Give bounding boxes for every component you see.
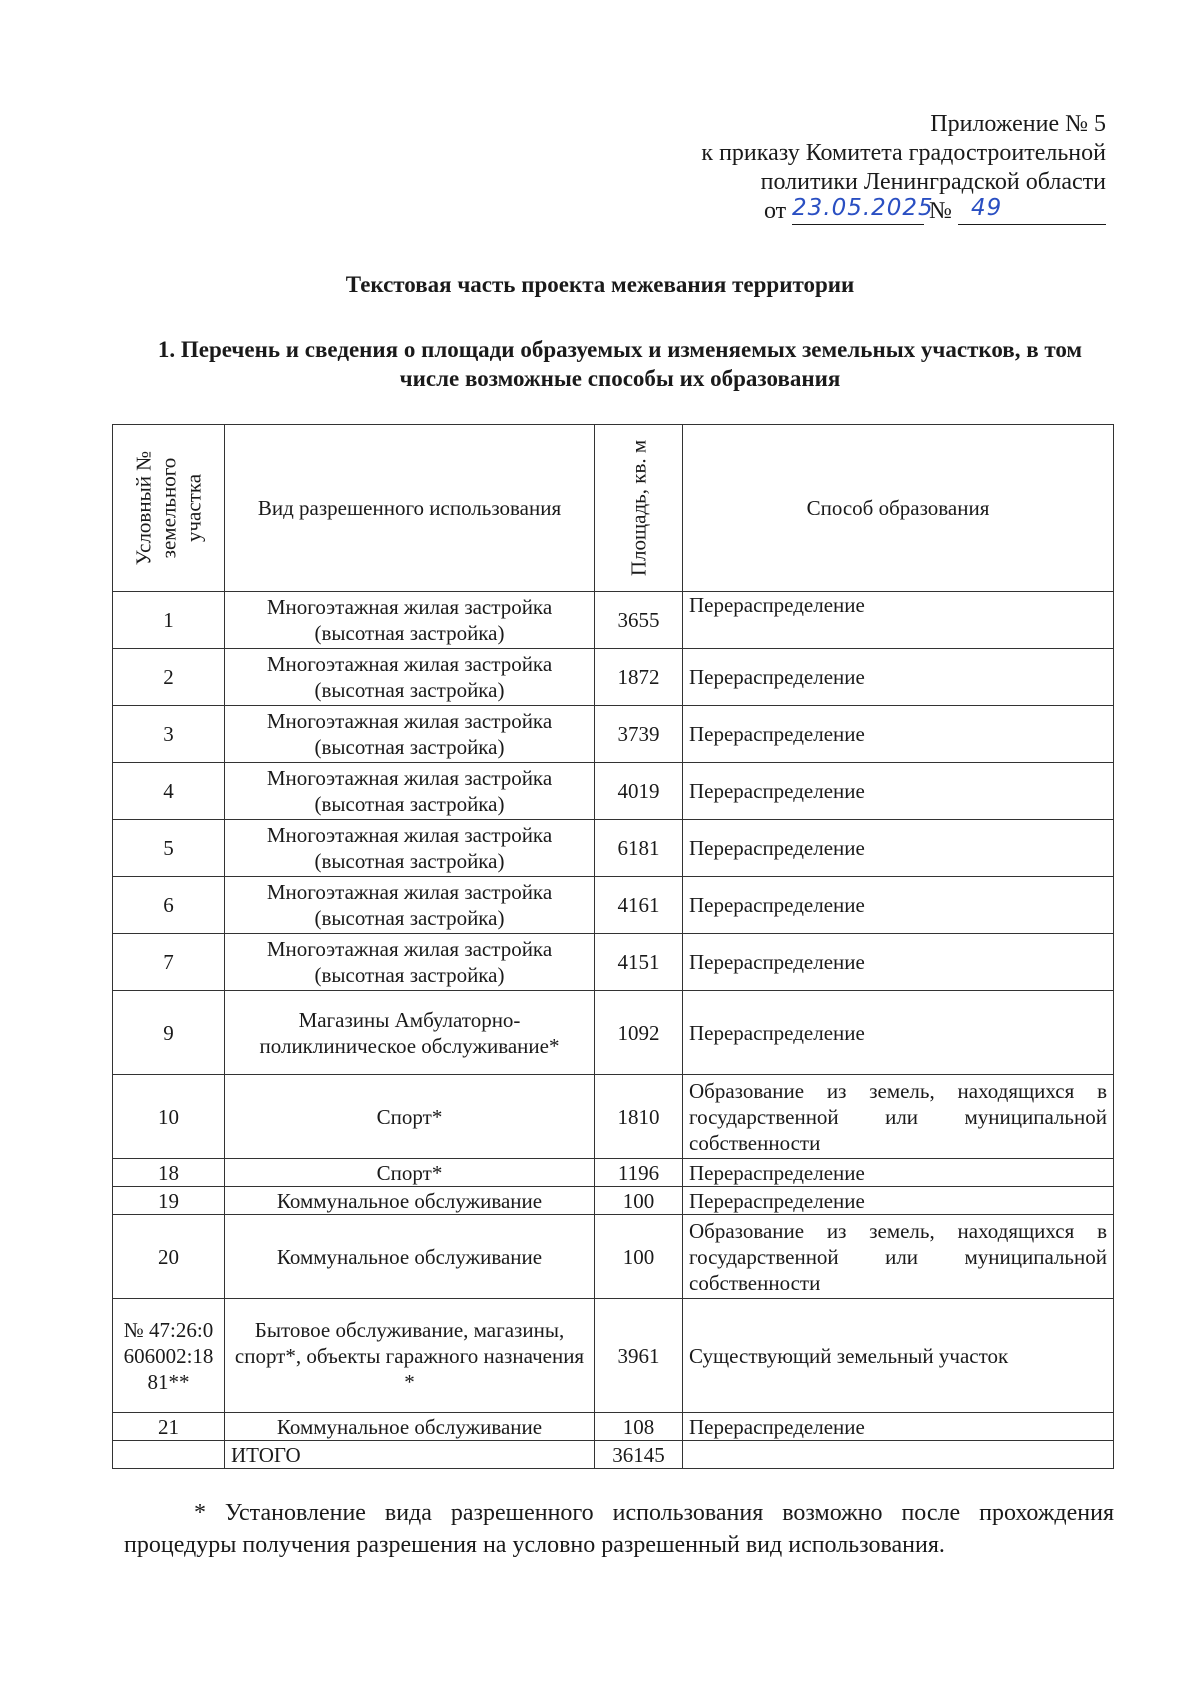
formation-method: Перераспределение xyxy=(683,706,1114,763)
formation-method: Перераспределение xyxy=(683,820,1114,877)
date-prefix: от xyxy=(764,198,787,224)
total-method-empty xyxy=(683,1441,1114,1469)
formation-method: Образование из земель, находящихся в государственной или муниципальной собственности xyxy=(683,1075,1114,1159)
plot-area: 100 xyxy=(595,1187,683,1215)
plot-number: 20 xyxy=(113,1215,225,1299)
plot-number: 10 xyxy=(113,1075,225,1159)
order-number-handwritten: 49 xyxy=(971,195,1003,221)
header-plot-number xyxy=(113,425,225,592)
permitted-use: Многоэтажная жилая застройка (высотная застройка) xyxy=(225,877,595,934)
plot-area: 108 xyxy=(595,1413,683,1441)
formation-method: Перераспределение xyxy=(683,1187,1114,1215)
plot-number: 2 xyxy=(113,649,225,706)
header-permitted-use: Вид разрешенного использования xyxy=(225,425,595,592)
plot-area: 4161 xyxy=(595,877,683,934)
header-area xyxy=(595,425,683,592)
number-sign: № xyxy=(929,198,952,224)
header-area-text: Площадь, кв. м xyxy=(626,439,650,577)
plot-area: 6181 xyxy=(595,820,683,877)
plot-number: 4 xyxy=(113,763,225,820)
formation-method: Перераспределение xyxy=(683,1159,1114,1187)
permitted-use: Многоэтажная жилая застройка (высотная застройка) xyxy=(225,820,595,877)
header-formation-method: Способ образования xyxy=(683,425,1114,592)
table-row xyxy=(113,991,1114,1075)
table-row xyxy=(113,934,1114,991)
total-empty-cell xyxy=(113,1441,225,1469)
table-row xyxy=(113,592,1114,649)
plot-number: 19 xyxy=(113,1187,225,1215)
table-row xyxy=(113,1075,1114,1159)
permitted-use: Многоэтажная жилая застройка (высотная застройка) xyxy=(225,934,595,991)
appendix-line-3: политики Ленинградской области xyxy=(760,169,1106,195)
header-plot-number-text: Условный № земельного участка xyxy=(131,450,205,566)
land-plots-table xyxy=(112,424,1114,1469)
plot-area: 3739 xyxy=(595,706,683,763)
table-row xyxy=(113,1299,1114,1413)
plot-number: 18 xyxy=(113,1159,225,1187)
table-row xyxy=(113,1187,1114,1215)
plot-area: 100 xyxy=(595,1215,683,1299)
plot-area: 3961 xyxy=(595,1299,683,1413)
table-row xyxy=(113,649,1114,706)
appendix-block xyxy=(546,110,1106,229)
plot-number: 1 xyxy=(113,592,225,649)
table-header-row xyxy=(113,425,1114,592)
formation-method: Перераспределение xyxy=(683,763,1114,820)
plot-number: 3 xyxy=(113,706,225,763)
table-row xyxy=(113,1159,1114,1187)
total-area: 36145 xyxy=(595,1441,683,1469)
permitted-use: Многоэтажная жилая застройка (высотная застройка) xyxy=(225,649,595,706)
table-row xyxy=(113,820,1114,877)
table-row xyxy=(113,877,1114,934)
appendix-line-2: к приказу Комитета градостроительной xyxy=(701,140,1106,166)
plot-number: 21 xyxy=(113,1413,225,1441)
permitted-use: Коммунальное обслуживание xyxy=(225,1413,595,1441)
plot-area: 1810 xyxy=(595,1075,683,1159)
table-row xyxy=(113,1413,1114,1441)
permitted-use: Многоэтажная жилая застройка (высотная застройка) xyxy=(225,592,595,649)
footnote: * Установление вида разрешенного использования возможно после прохождения процедуры получения разрешения на условно разрешенный вид использования. xyxy=(124,1500,1114,1558)
plot-number: 5 xyxy=(113,820,225,877)
date-underline xyxy=(792,224,924,226)
formation-method: Перераспределение xyxy=(683,649,1114,706)
plot-area: 3655 xyxy=(595,592,683,649)
formation-method: Перераспределение xyxy=(683,934,1114,991)
formation-method: Перераспределение xyxy=(683,991,1114,1075)
permitted-use: Бытовое обслуживание, магазины, спорт*, объекты гаражного назначения * xyxy=(225,1299,595,1413)
plot-area: 4019 xyxy=(595,763,683,820)
formation-method: Перераспределение xyxy=(683,1413,1114,1441)
permitted-use: Многоэтажная жилая застройка (высотная застройка) xyxy=(225,763,595,820)
table-row xyxy=(113,706,1114,763)
order-date-line xyxy=(546,197,1106,229)
permitted-use: Коммунальное обслуживание xyxy=(225,1187,595,1215)
formation-method: Перераспределение xyxy=(683,592,1114,649)
formation-method: Перераспределение xyxy=(683,877,1114,934)
appendix-line-1: Приложение № 5 xyxy=(930,111,1106,137)
permitted-use: Спорт* xyxy=(225,1159,595,1187)
permitted-use: Магазины Амбулаторно-поликлиническое обслуживание* xyxy=(225,991,595,1075)
plot-number: 7 xyxy=(113,934,225,991)
permitted-use: Коммунальное обслуживание xyxy=(225,1215,595,1299)
plot-area: 4151 xyxy=(595,934,683,991)
plot-number: 9 xyxy=(113,991,225,1075)
plot-area: 1872 xyxy=(595,649,683,706)
table-total-row xyxy=(113,1441,1114,1469)
table-row xyxy=(113,763,1114,820)
table-row xyxy=(113,1215,1114,1299)
plot-number: № 47:26:0606002:1881** xyxy=(113,1299,225,1413)
order-date-handwritten: 23.05.2025 xyxy=(792,195,934,221)
formation-method: Образование из земель, находящихся в государственной или муниципальной собственности xyxy=(683,1215,1114,1299)
plot-area: 1092 xyxy=(595,991,683,1075)
total-label: ИТОГО xyxy=(225,1441,595,1469)
permitted-use: Многоэтажная жилая застройка (высотная застройка) xyxy=(225,706,595,763)
formation-method: Существующий земельный участок xyxy=(683,1299,1114,1413)
permitted-use: Спорт* xyxy=(225,1075,595,1159)
section-title: 1. Перечень и сведения о площади образуемых и изменяемых земельных участков, в том числе возможные способы их образования xyxy=(157,337,1083,391)
plot-area: 1196 xyxy=(595,1159,683,1187)
document-title: Текстовая часть проекта межевания территории xyxy=(345,272,855,297)
number-underline xyxy=(958,224,1106,226)
plot-number: 6 xyxy=(113,877,225,934)
